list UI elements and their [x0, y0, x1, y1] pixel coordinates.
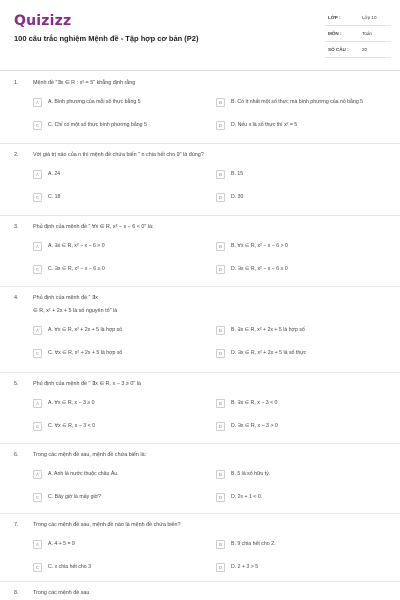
option-text: D. 2x + 1 < 0. — [231, 494, 263, 500]
option-text: B. ∃x ∈ R, x² + 2x + 5 là hợp số — [231, 327, 305, 333]
option-text: A. Anh là nước thuộc châu Âu. — [48, 471, 119, 477]
option-letter-box[interactable]: D — [216, 349, 225, 358]
option-text: D. ∃x ∈ R, x² − x − 6 ≥ 0 — [231, 266, 288, 272]
option-letter-box[interactable]: B — [216, 326, 225, 335]
worksheet-header — [0, 0, 400, 70]
question-number: 6. — [14, 452, 19, 458]
option-text: D. ∃x ∈ R, x − 3 > 0 — [231, 423, 278, 429]
answer-option-c[interactable] — [33, 422, 208, 436]
option-text: B. 15 — [231, 171, 244, 177]
answer-option-b[interactable] — [216, 242, 391, 256]
quizizz-logo: Quizizz — [14, 13, 72, 29]
answer-option-b[interactable] — [216, 399, 391, 413]
option-letter-box[interactable]: A — [33, 170, 42, 179]
answer-option-d[interactable] — [216, 121, 391, 135]
option-letter-box[interactable]: C — [33, 121, 42, 130]
meta-key: SỐ CÂU : — [328, 47, 349, 52]
option-text: D. Nếu x là số thực thì x² = 5 — [231, 122, 298, 128]
option-letter-box[interactable]: C — [33, 563, 42, 572]
option-letter-box[interactable]: B — [216, 170, 225, 179]
question-text: Mệnh đề "∃x ∈ R : x² = 5" khẳng định rằng — [33, 80, 136, 86]
answer-option-b[interactable] — [216, 540, 391, 554]
question-text: Trong các mệnh đề sau — [33, 590, 90, 596]
answer-option-d[interactable] — [216, 193, 391, 207]
option-text: A. 4 + 5 = 9 — [48, 541, 75, 547]
meta-row-class — [325, 10, 391, 26]
option-letter-box[interactable]: D — [216, 493, 225, 502]
option-text: B. Có ít nhất một số thực mà bình phương của nó bằng 5 — [231, 99, 364, 105]
question-text: ∈ R, x² + 2x + 5 là số nguyên tố" là — [33, 308, 118, 314]
option-text: C. Chỉ có một số thực bình phương bằng 5 — [48, 122, 147, 128]
answer-option-d[interactable] — [216, 563, 391, 577]
question-number: 3. — [14, 224, 19, 230]
answer-option-b[interactable] — [216, 470, 391, 484]
meta-value: Toán — [362, 31, 372, 36]
question-number: 2. — [14, 152, 19, 158]
worksheet-title: 100 câu trắc nghiệm Mệnh đề - Tập hợp cơ bản (P2) — [14, 34, 199, 43]
answer-option-a[interactable] — [33, 470, 208, 484]
answer-option-c[interactable] — [33, 193, 208, 207]
answer-option-a[interactable] — [33, 399, 208, 413]
option-letter-box[interactable]: D — [216, 422, 225, 431]
option-letter-box[interactable]: C — [33, 193, 42, 202]
meta-value: Lớp 10 — [362, 15, 377, 20]
option-text: C. 18 — [48, 194, 61, 200]
option-letter-box[interactable]: D — [216, 193, 225, 202]
option-letter-box[interactable]: A — [33, 540, 42, 549]
meta-key: MÔN : — [328, 31, 342, 36]
option-text: B. 5 là số hữu tỷ. — [231, 471, 271, 477]
question-number: 1. — [14, 80, 19, 86]
answer-option-a[interactable] — [33, 170, 208, 184]
answer-option-c[interactable] — [33, 349, 208, 363]
answer-option-d[interactable] — [216, 349, 391, 363]
answer-option-b[interactable] — [216, 170, 391, 184]
question-text: Phủ định của mệnh đề " ∀x ∈ R, x² − x − 6 < 0" là: — [33, 224, 154, 230]
option-letter-box[interactable]: A — [33, 470, 42, 479]
option-letter-box[interactable]: C — [33, 493, 42, 502]
question-text: Trong các mệnh đề sau, mệnh đề chứa biến là: — [33, 452, 147, 458]
meta-value: 20 — [362, 47, 368, 52]
meta-row-subject — [325, 26, 391, 42]
option-letter-box[interactable]: D — [216, 563, 225, 572]
option-text: C. Bây giờ là mấy giờ? — [48, 494, 101, 500]
question-text: Với giá trị nào của n thì mệnh đề chứa biến " n chia hết cho 9" là đúng? — [33, 152, 204, 158]
option-text: B. ∃x ∈ R, x − 3 < 0 — [231, 400, 278, 406]
option-text: A. 24 — [48, 171, 61, 177]
option-letter-box[interactable]: A — [33, 242, 42, 251]
option-letter-box[interactable]: B — [216, 540, 225, 549]
option-text: A. ∀x ∈ R, x² + 2x + 5 là hợp số — [48, 327, 123, 333]
option-letter-box[interactable]: C — [33, 265, 42, 274]
answer-option-d[interactable] — [216, 265, 391, 279]
option-letter-box[interactable]: B — [216, 470, 225, 479]
option-letter-box[interactable]: C — [33, 349, 42, 358]
answer-option-a[interactable] — [33, 540, 208, 554]
header-divider — [0, 70, 400, 71]
option-letter-box[interactable]: D — [216, 121, 225, 130]
option-text: C. ∃x ∈ R, x² − x − 6 ≥ 0 — [48, 266, 105, 272]
question-divider — [0, 372, 400, 373]
question-divider — [0, 215, 400, 216]
option-letter-box[interactable]: A — [33, 98, 42, 107]
answer-option-b[interactable] — [216, 326, 391, 340]
answer-option-a[interactable] — [33, 98, 208, 112]
question-number: 5. — [14, 381, 19, 387]
question-number: 8. — [14, 590, 19, 596]
option-text: C. ∀x ∈ R, x − 3 < 0 — [48, 423, 95, 429]
option-text: B. 9 chia hết cho 2. — [231, 541, 276, 547]
option-text: D. 30 — [231, 194, 244, 200]
option-text: A. Bình phương của mỗi số thực bằng 5 — [48, 99, 141, 105]
option-letter-box[interactable]: C — [33, 422, 42, 431]
option-text: C. ∀x ∈ R, x² + 2x + 5 là hợp số — [48, 350, 123, 356]
question-text: Trong các mệnh đề sau, mệnh đề nào là mệnh đề chứa biến? — [33, 522, 181, 528]
answer-option-a[interactable] — [33, 326, 208, 340]
answer-option-c[interactable] — [33, 563, 208, 577]
question-text: Phủ định của mệnh đề " ∃x — [33, 295, 98, 301]
question-divider — [0, 286, 400, 287]
question-divider — [0, 443, 400, 444]
option-text: D. ∃x ∈ R, x² + 2x + 5 là số thực — [231, 350, 307, 356]
question-divider — [0, 143, 400, 144]
option-letter-box[interactable]: A — [33, 399, 42, 408]
question-divider — [0, 581, 400, 582]
option-letter-box[interactable]: A — [33, 326, 42, 335]
option-text: C. x chia hết cho 3 — [48, 564, 91, 570]
answer-option-c[interactable] — [33, 265, 208, 279]
option-text: D. 2 + 3 > 5 — [231, 564, 259, 570]
answer-option-a[interactable] — [33, 242, 208, 256]
worksheet-meta-table — [325, 10, 391, 58]
question-number: 4. — [14, 295, 19, 301]
answer-option-d[interactable] — [216, 422, 391, 436]
option-text: A. ∃x ∈ R, x² − x − 6 > 0 — [48, 243, 105, 249]
question-number: 7. — [14, 522, 19, 528]
answer-option-c[interactable] — [33, 493, 208, 507]
question-text: Phủ định của mệnh đề " ∃x ∈ R, x − 3 ≥ 0" là — [33, 381, 141, 387]
option-letter-box[interactable]: B — [216, 399, 225, 408]
meta-key: LỚP : — [328, 15, 341, 20]
answer-option-b[interactable] — [216, 98, 391, 112]
answer-option-c[interactable] — [33, 121, 208, 135]
option-text: B. ∀x ∈ R, x² − x − 6 > 0 — [231, 243, 288, 249]
question-divider — [0, 513, 400, 514]
meta-row-count — [325, 42, 391, 58]
option-letter-box[interactable]: B — [216, 242, 225, 251]
option-letter-box[interactable]: B — [216, 98, 225, 107]
option-letter-box[interactable]: D — [216, 265, 225, 274]
answer-option-d[interactable] — [216, 493, 391, 507]
option-text: A. ∀x ∈ R, x − 3 ≥ 0 — [48, 400, 95, 406]
